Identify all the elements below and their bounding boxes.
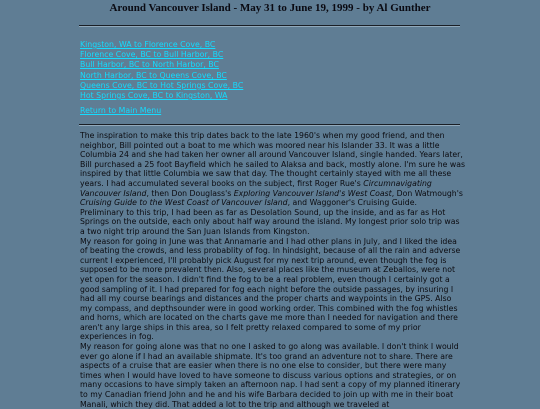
leg-link-item (80, 50, 243, 60)
leg-link-queens-hotsprings[interactable]: Queens Cove, BC to Hot Springs Cove, BC (80, 80, 244, 90)
content-divider (79, 124, 460, 126)
paragraph-preliminary: Preliminary to this trip, I had been as far as Desolation Sound, up the inside, and as far as Hot Springs on the outside, each only about half way around the island. My longest prior solo trip was a two night trip around the San Juan Islands from Kingston. (80, 207, 460, 236)
paragraph-inspiration (80, 131, 465, 208)
book-title: Exploring Vancouver Island's West Coast (233, 188, 392, 198)
paragraph-june-reason: My reason for going in June was that Annamarie and I had other plans in July, and I liked the idea of beating the crowds, and less probablity of fog. In hindsight, because of all the rain and adverse current I experienced, I'll probably pick August for my next trip around, even though the fog is supposed to be more prevalent then. Also, several places like the museum at Zeballos, were not yet open for the season. I didn't find the fog to be a real problem, even though I certainly got a good sampling of it. I had prepared for fog each night before the outside passages, by insuring I had all my course bearings and distances and the proper charts and waypoints in the GPS. Also my compass, and depthsounder were in good working order. This combined with the fog whistles and horns, which are located on the charts gave me more than I needed for navigation and there aren't any large ships in this area, so I felt pretty relaxed compared to some of my prior experiences in fog. (80, 236, 461, 342)
leg-link-north-queens[interactable]: North Harbor, BC to Queens Cove, BC (80, 70, 227, 80)
text-run: , then Don Douglass's (146, 188, 234, 198)
leg-link-item (80, 71, 243, 81)
leg-link-bull-north[interactable]: Bull Harbor, BC to North Harbor, BC (80, 60, 219, 70)
article-body (80, 131, 465, 409)
book-title: Circumnavigating Vancouver Island (80, 178, 432, 198)
leg-link-item (80, 91, 243, 101)
leg-link-florence-bull[interactable]: Florence Cove, BC to Bull Harbor, BC (80, 50, 224, 60)
page-title: Around Vancouver Island - May 31 to June 19, 1999 - by Al Gunther (109, 2, 431, 14)
return-to-main-menu-link[interactable]: Return to Main Menu (80, 106, 162, 115)
leg-link-item (80, 81, 243, 91)
leg-links-list (80, 40, 243, 101)
leg-link-item (80, 60, 243, 70)
top-divider (79, 25, 460, 27)
text-run: , Don Watmough's (391, 188, 463, 198)
text-run: , and Waggoner's Cruising Guide. (287, 198, 417, 208)
paragraph-alone-reason: My reason for going alone was that no one I asked to go along was available. I don't think I would ever go alone if I had an available shipmate. It's too grand an adventure not to share. There are aspects of a cruise that are easier when there is no one else to consider, but there were many times when I would have loved to have someone to discuss various options and strategies, or on many occasions to have simply taken an afternoon nap. I had sent a copy of my planned itinerary to my Canadian friend John and he and his wife Barbara decided to join up with me in their boat Manali, which they did. That added a lot to the trip and although we traveled at (80, 342, 461, 409)
text-run: The inspiration to make this trip dates back to the late 1960's when my good friend, and then neighbor, Bill pointed out a boat to me which was moored near his Islander 33. It was a little Columbia 24 and she had taken her owner all around Vancouver Island, single handed. Years later, Bill purchased a 25 foot Bayfield which he sailed to Alaksa and back, mostly alone. I'm sure he was inspired by that little Columbia we saw that day. The thought certainly stayed with me all these years. I had accumulated several books on the subject, first Roger Rue's (80, 131, 466, 188)
book-title: Cruising Guide to the West Coast of Vancouver Island (80, 198, 288, 208)
return-link-wrapper (80, 106, 161, 116)
leg-link-kingston-florence[interactable]: Kingston, WA to Florence Cove, BC (80, 40, 216, 49)
leg-link-item (80, 40, 243, 50)
leg-link-hotsprings-kingston[interactable]: Hot Springs Cove, BC to Kingston, WA (80, 91, 228, 101)
